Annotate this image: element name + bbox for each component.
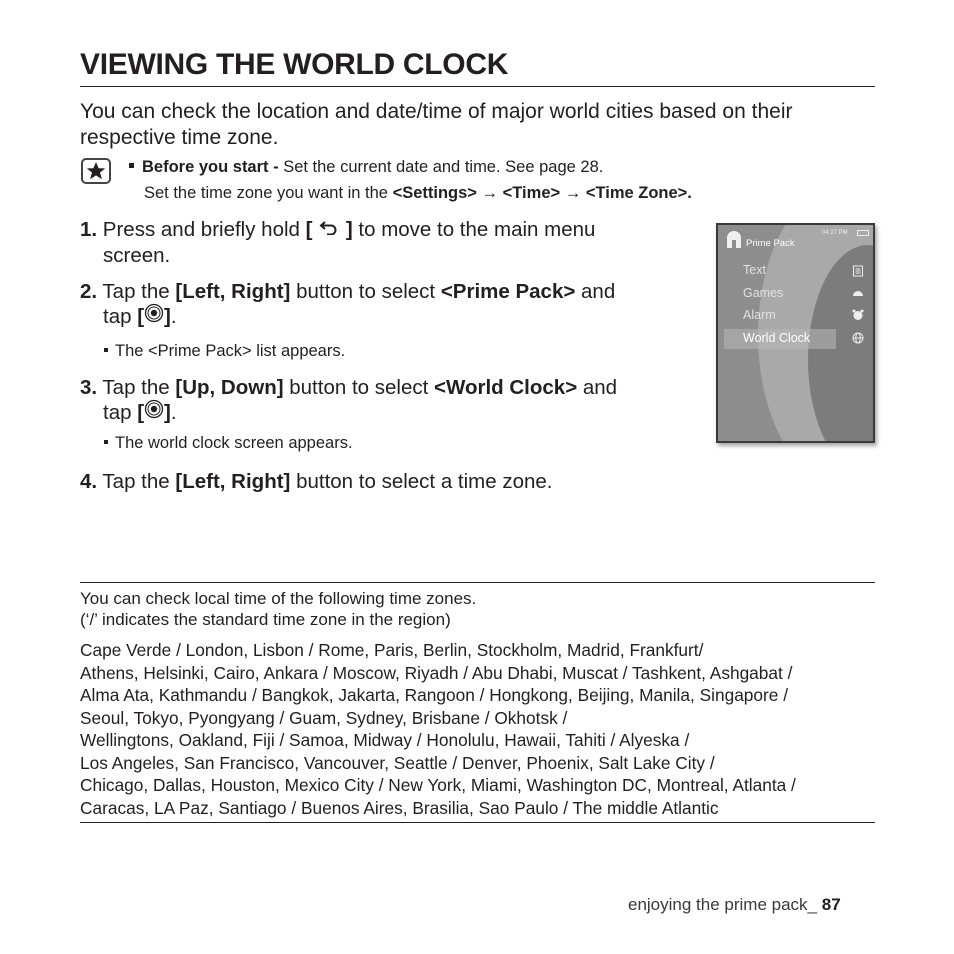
menu-item-text[interactable]: Text	[743, 263, 766, 277]
globe-icon	[852, 332, 864, 344]
step-2: 2. Tap the [Left, Right] button to select <Prime Pack> and tap [ ].	[80, 280, 616, 328]
select-button-icon	[144, 399, 164, 425]
bullet-square-icon	[104, 440, 108, 444]
note-line-1: Before you start - Set the current date and time. See page 28.	[129, 158, 603, 177]
page-number: 87	[821, 895, 841, 914]
bullet-square-icon	[129, 163, 134, 168]
timezone-line: Chicago, Dallas, Houston, Mexico City / New York, Miami, Washington DC, Montreal, Atlanta /	[80, 775, 796, 795]
games-icon	[852, 287, 864, 299]
step-1: 1. Press and briefly hold [ ] to move to the main menu screen.	[80, 218, 596, 268]
alarm-icon	[852, 309, 864, 321]
timezone-line: Wellingtons, Oakland, Fiji / Samoa, Midway / Honolulu, Hawaii, Tahiti / Alyeska /	[80, 730, 690, 750]
text-icon	[852, 265, 864, 277]
note-line-2: Set the time zone you want in the <Settings> → <Time> → <Time Zone>.	[144, 184, 692, 202]
timezone-line: Athens, Helsinki, Cairo, Ankara / Moscow, Riyadh / Abu Dhabi, Muscat / Tashkent, Ashgabat /	[80, 662, 793, 683]
step-4: 4. Tap the [Left, Right] button to select a time zone.	[80, 470, 553, 493]
prime-pack-icon	[724, 230, 744, 255]
battery-icon	[857, 230, 869, 236]
timezone-line: Seoul, Tokyo, Pyongyang / Guam, Sydney, Brisbane / Okhotsk /	[80, 707, 568, 728]
section-rule-top	[80, 582, 875, 583]
timezone-intro: You can check local time of the following time zones. (‘/’ indicates the standard time zone in the region)	[80, 589, 477, 629]
intro-paragraph: You can check the location and date/time of major world cities based on their respective time zone.	[80, 100, 793, 149]
timezone-line: Los Angeles, San Francisco, Vancouver, Seattle / Denver, Phoenix, Salt Lake City /	[80, 752, 715, 773]
device-screen	[716, 223, 875, 443]
title-rule	[80, 86, 875, 87]
step-2-result: The <Prime Pack> list appears.	[104, 342, 345, 361]
menu-item-alarm[interactable]: Alarm	[743, 308, 776, 322]
device-time: 04:27 PM	[822, 230, 848, 236]
timezone-line: Cape Verde / London, Lisbon / Rome, Paris, Berlin, Stockholm, Madrid, Frankfurt/	[80, 640, 704, 660]
star-note-icon	[81, 158, 111, 184]
timezone-list	[80, 639, 880, 819]
bullet-square-icon	[104, 348, 108, 352]
back-arrow-icon	[318, 216, 340, 241]
menu-item-games[interactable]: Games	[743, 286, 784, 300]
page-title: VIEWING THE WORLD CLOCK	[80, 48, 509, 81]
page-footer: enjoying the prime pack_ 87	[628, 895, 841, 914]
menu-item-world-clock[interactable]: World Clock	[743, 331, 811, 345]
select-button-icon	[144, 303, 164, 329]
device-title: Prime Pack	[746, 238, 795, 249]
step-3-result: The world clock screen appears.	[104, 434, 353, 453]
section-rule-bottom	[80, 822, 875, 823]
timezone-line: Caracas, LA Paz, Santiago / Buenos Aires, Brasilia, Sao Paulo / The middle Atlantic	[80, 797, 719, 818]
step-3: 3. Tap the [Up, Down] button to select <World Clock> and tap [ ].	[80, 376, 618, 424]
timezone-line: Alma Ata, Kathmandu / Bangkok, Jakarta, Rangoon / Hongkong, Beijing, Manila, Singapore /	[80, 685, 788, 705]
